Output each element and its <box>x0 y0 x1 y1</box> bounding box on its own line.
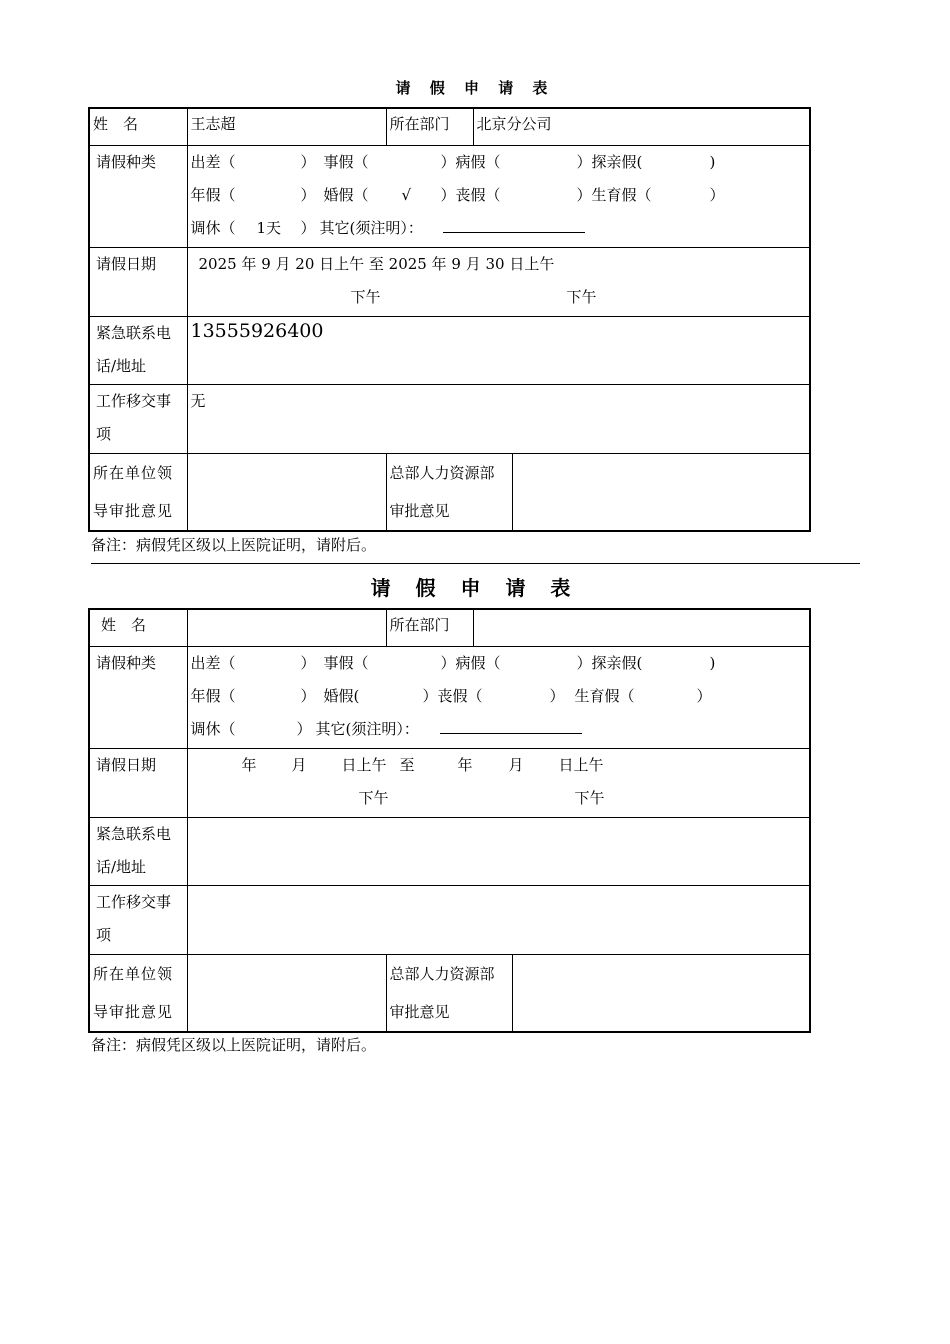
hr-approval-field[interactable] <box>512 954 810 1032</box>
hr-approval-field[interactable] <box>512 453 810 531</box>
hr-approval-label: 总部人力资源部审批意见 <box>386 954 512 1032</box>
opt-other: 其它(须注明）： <box>319 218 423 237</box>
date-pm-from: 下午 <box>350 287 381 306</box>
opt-annual-leave: 年假（ <box>190 185 236 204</box>
opt-sick-leave: ）病假（ <box>440 653 501 672</box>
handover-label: 工作移交事项 <box>89 384 187 453</box>
leave-type-label: 请假种类 <box>89 646 187 748</box>
hr-approval-label: 总部人力资源部审批意见 <box>386 453 512 531</box>
other-blank-line[interactable] <box>443 212 585 245</box>
emergency-contact-label: 紧急联系电话/地址 <box>89 316 187 384</box>
date-pm-from: 下午 <box>358 788 389 807</box>
opt-funeral-leave: ）丧假（ <box>422 686 483 705</box>
opt-maternity-leave: 生育假（ <box>574 686 635 705</box>
leader-approval-label: 所在单位领导审批意见 <box>89 954 187 1032</box>
emergency-contact-label: 紧急联系电话/地址 <box>89 817 187 885</box>
form1-note: 备注：病假凭区级以上医院证明，请附后。 <box>91 536 377 554</box>
opt-funeral-leave: ）丧假（ <box>440 185 501 204</box>
dept-label: 所在部门 <box>386 609 473 646</box>
opt-maternity-leave: ）生育假（ <box>576 185 652 204</box>
divider-line <box>91 563 860 564</box>
opt-family-visit: ）探亲假( <box>576 653 643 672</box>
leader-approval-field[interactable] <box>187 453 386 531</box>
opt-family-visit: ）探亲假( <box>576 152 643 171</box>
emergency-contact-value[interactable] <box>187 817 810 885</box>
opt-compensatory-leave: 调休（ <box>190 719 236 738</box>
opt-marriage-leave: 婚假（ <box>323 185 369 204</box>
dept-value[interactable]: 北京分公司 <box>473 108 810 145</box>
compensatory-days: 1天 <box>256 218 282 237</box>
date-to-separator: 至 <box>399 755 415 774</box>
form1-title: 请 假 申 请 表 <box>395 79 555 97</box>
date-to-month: 月 <box>508 755 524 774</box>
handover-value[interactable]: 无 <box>187 384 810 453</box>
opt-other: 其它(须注明）： <box>315 719 419 738</box>
leave-date-value[interactable] <box>187 247 810 316</box>
name-value[interactable]: 王志超 <box>187 108 386 145</box>
name-value[interactable] <box>187 609 386 646</box>
handover-label: 工作移交事项 <box>89 885 187 954</box>
date-pm-to: 下午 <box>566 287 597 306</box>
date-pm-to: 下午 <box>574 788 605 807</box>
marriage-check-mark: √ <box>401 185 412 204</box>
opt-marriage-leave: 婚假( <box>323 686 360 705</box>
opt-sick-leave: ）病假（ <box>440 152 501 171</box>
name-label: 姓 名 <box>89 108 187 145</box>
date-from-day: 日上午 <box>341 755 387 774</box>
leave-type-label: 请假种类 <box>89 145 187 247</box>
leader-approval-field[interactable] <box>187 954 386 1032</box>
dept-label: 所在部门 <box>386 108 473 145</box>
form2-title: 请 假 申 请 表 <box>370 576 580 600</box>
leave-date-label: 请假日期 <box>89 247 187 316</box>
leave-form-1 <box>88 107 809 532</box>
opt-personal-leave: 事假（ <box>323 653 369 672</box>
dept-value[interactable] <box>473 609 810 646</box>
emergency-contact-value[interactable]: 13555926400 <box>187 316 810 384</box>
opt-compensatory-leave: 调休（ <box>190 218 236 237</box>
date-to-day: 日上午 <box>558 755 604 774</box>
date-to-year: 年 <box>457 755 473 774</box>
form2-note: 备注：病假凭区级以上医院证明，请附后。 <box>91 1036 377 1054</box>
leave-date-value[interactable] <box>187 748 810 817</box>
name-label: 姓 名 <box>89 609 187 646</box>
handover-value[interactable] <box>187 885 810 954</box>
leave-type-options[interactable]: 出差（ ） 事假（ ）病假（ ）探亲假( ) 年假（ ） 婚假（ √ ）丧假（ ）生育假（ ） 调休（ 1天 ） 其它(须注明）： <box>187 145 810 247</box>
leader-approval-label: 所在单位领导审批意见 <box>89 453 187 531</box>
leave-date-label: 请假日期 <box>89 748 187 817</box>
opt-business-trip: 出差（ <box>190 152 236 171</box>
other-blank-line[interactable] <box>440 713 582 746</box>
date-range: 2025 年 9 月 20 日上午 至 2025 年 9 月 30 日上午 <box>198 254 555 273</box>
opt-business-trip: 出差（ <box>190 653 236 672</box>
date-from-month: 月 <box>291 755 307 774</box>
date-from-year: 年 <box>241 755 257 774</box>
leave-type-options[interactable]: 出差（ ） 事假（ ）病假（ ）探亲假( ) 年假（ ） 婚假( ）丧假（ ） 生育假（ ） 调休（ ） 其它(须注明）： <box>187 646 810 748</box>
opt-personal-leave: 事假（ <box>323 152 369 171</box>
opt-annual-leave: 年假（ <box>190 686 236 705</box>
leave-form-2 <box>88 608 809 1033</box>
